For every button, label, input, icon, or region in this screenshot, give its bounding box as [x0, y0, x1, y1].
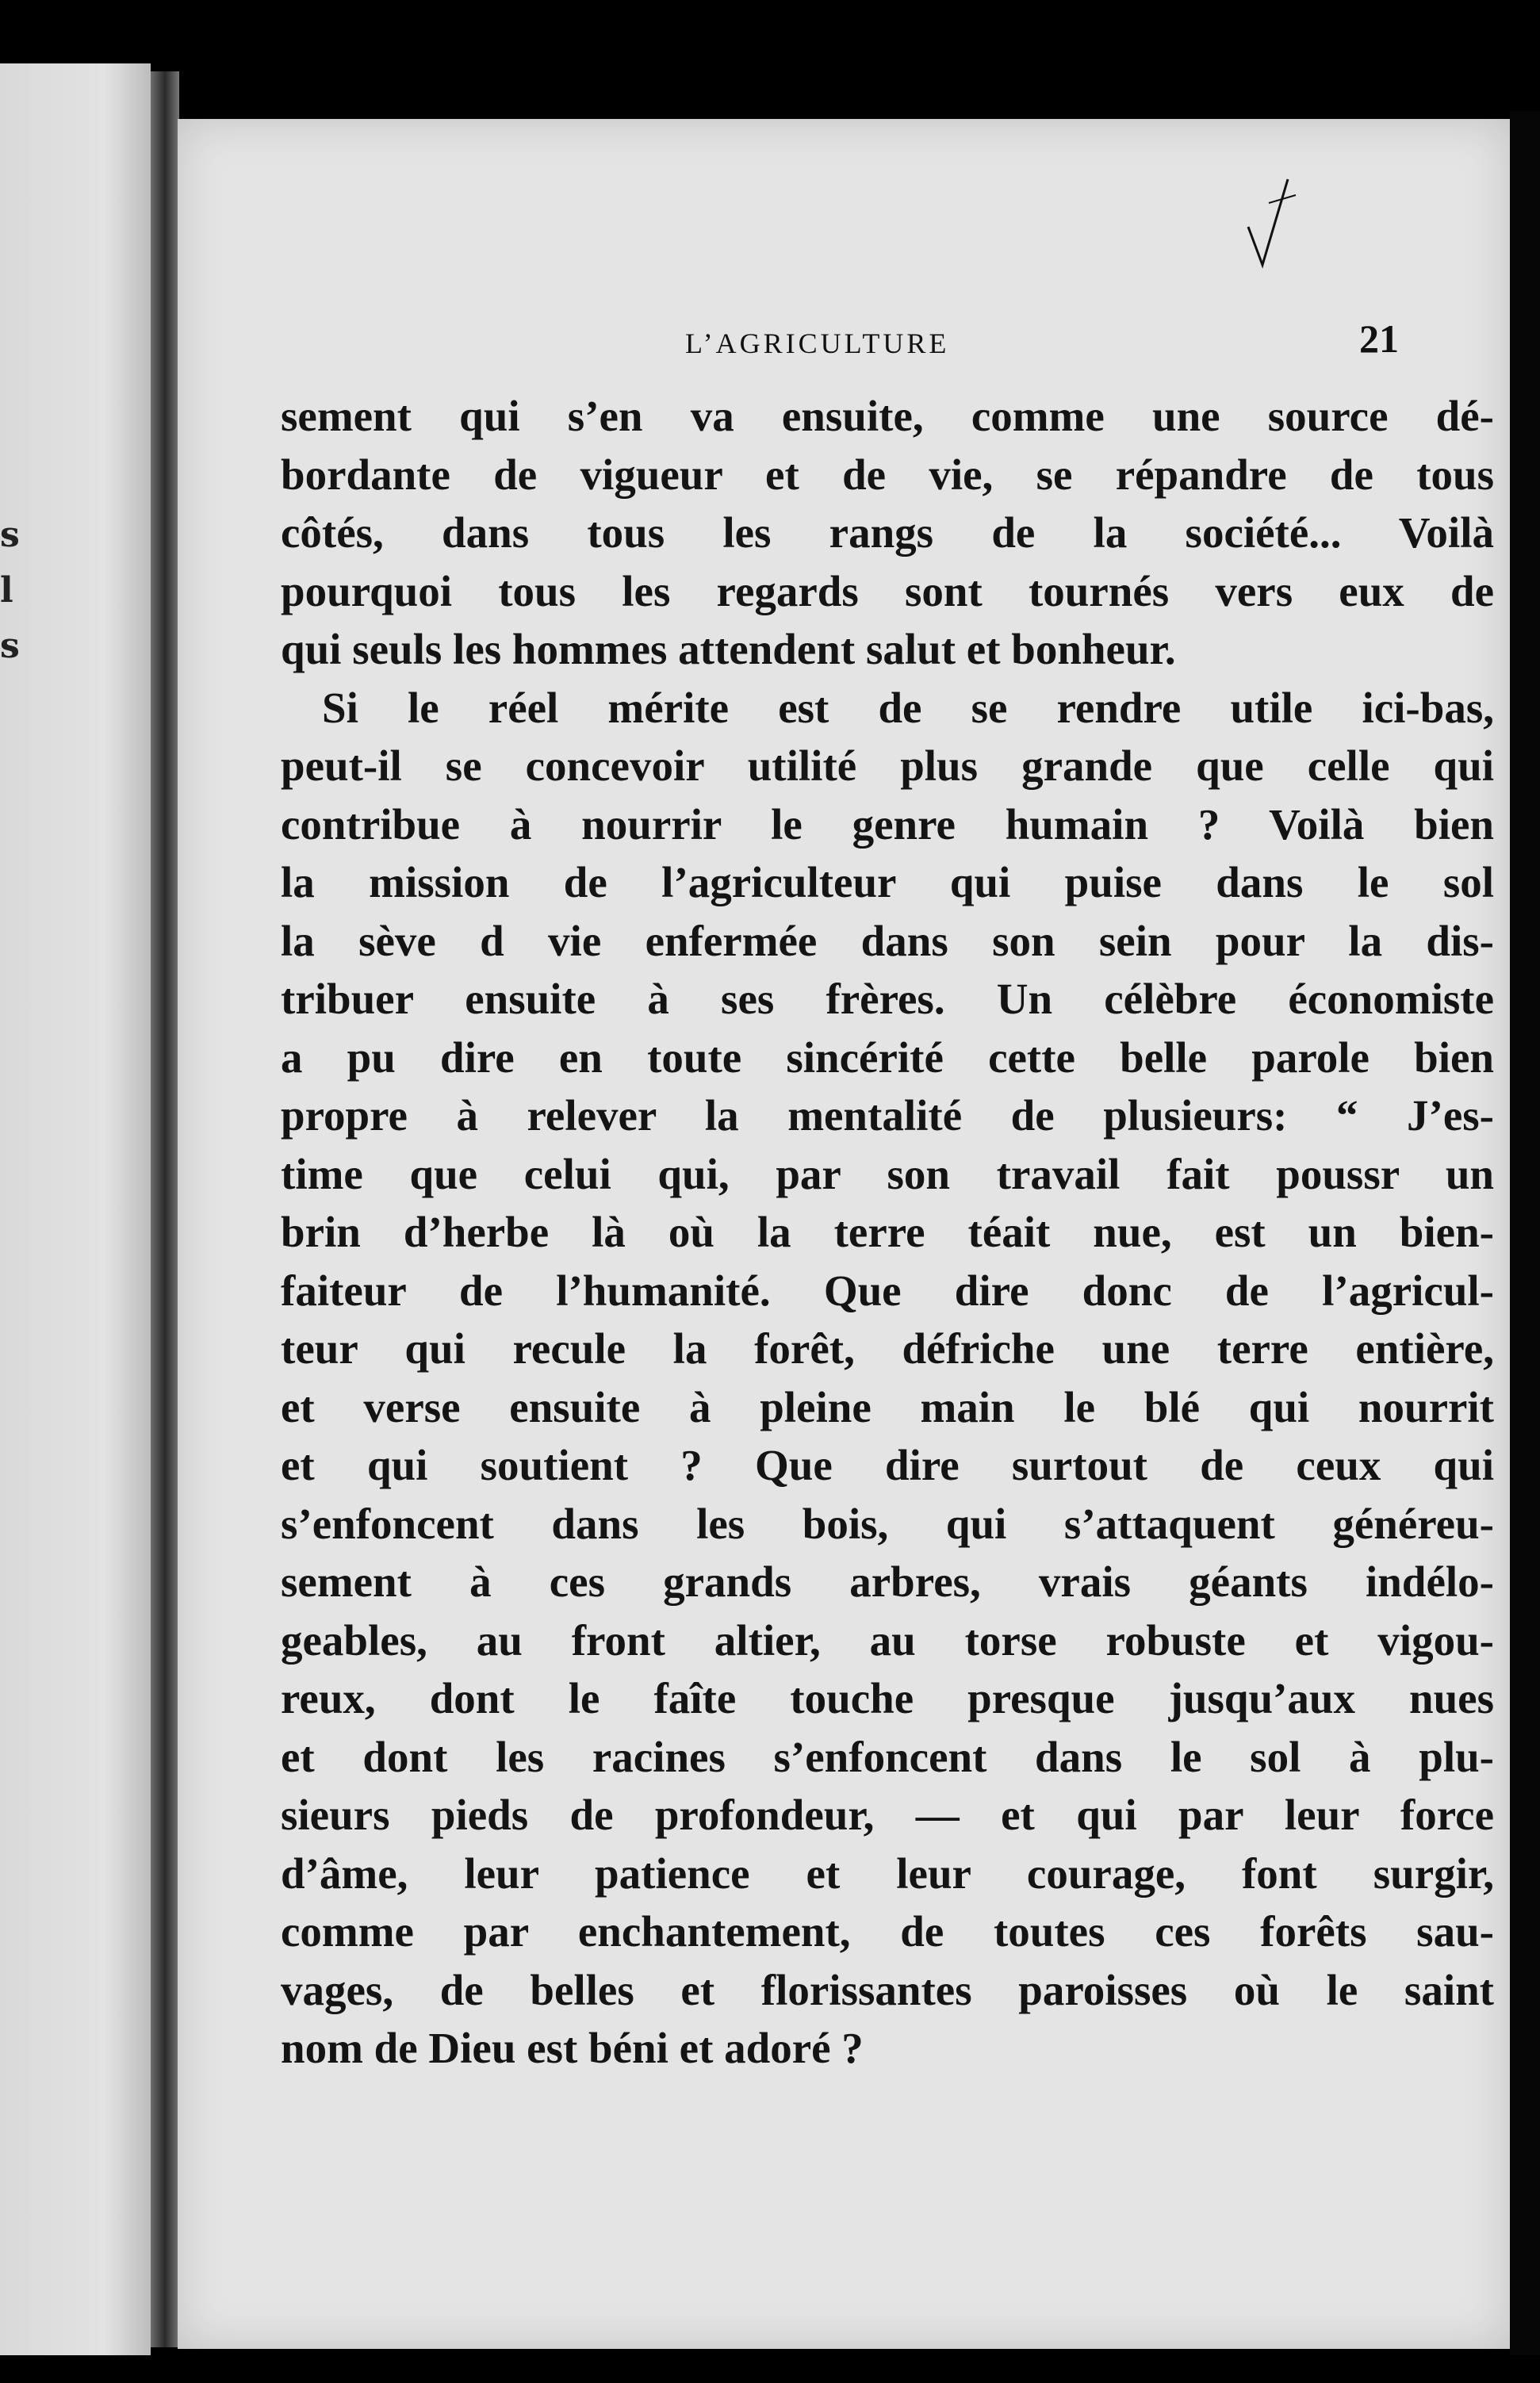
text-line: geables, au front altier, au torse robuste et vigou-: [281, 1615, 1494, 1665]
text-line: s’enfoncent dans les bois, qui s’attaquent généreu-: [281, 1499, 1494, 1548]
text-line: sieurs pieds de profondeur, — et qui par leur force: [281, 1791, 1494, 1839]
text-line: contribue à nourrir le genre humain ? Voilà bien: [281, 799, 1494, 849]
left-page-edge: [0, 63, 151, 2355]
handwritten-check-mark: [1240, 171, 1312, 274]
text-line: a pu dire en toute sincérité cette belle parole bien: [281, 1033, 1494, 1082]
text-line: sement à ces grands arbres, vrais géants indélo-: [281, 1557, 1494, 1606]
book-gutter: [151, 71, 179, 2347]
text-line: et verse ensuite à pleine main le blé qui nourrit: [281, 1382, 1494, 1431]
text-line: côtés, dans tous les rangs de la société... Voilà: [281, 508, 1494, 557]
text-line: nom de Dieu est béni et adoré ?: [281, 2024, 864, 2072]
text-line: sement qui s’en va ensuite, comme une source dé-: [281, 392, 1494, 440]
text-line: reux, dont le faîte touche presque jusqu’aux nues: [281, 1674, 1494, 1722]
text-line: d’âme, leur patience et leur courage, font surgir,: [281, 1849, 1494, 1898]
left-page-mark: s: [0, 515, 20, 555]
left-page-mark: l: [0, 570, 13, 611]
text-line: peut-il se concevoir utilité plus grande que celle qui: [281, 741, 1494, 790]
text-line: qui seuls les hommes attendent salut et bonheur.: [281, 625, 1176, 673]
text-line: teur qui recule la forêt, défriche une terre entière,: [281, 1324, 1494, 1373]
text-line: time que celui qui, par son travail fait poussr un: [281, 1149, 1494, 1198]
text-line: vages, de belles et florissantes paroisses où le saint: [281, 1965, 1494, 2014]
text-line: la mission de l’agriculteur qui puise dans le sol: [281, 858, 1494, 906]
left-page-marks: [0, 508, 20, 674]
text-line: et qui soutient ? Que dire surtout de ceux qui: [281, 1441, 1494, 1489]
text-line: la sève d vie enfermée dans son sein pour la dis-: [281, 916, 1494, 965]
right-scan-border: [1510, 111, 1540, 2355]
text-line: Si le réel mérite est de se rendre utile ici-bas,: [322, 683, 1494, 732]
left-page-mark: s: [0, 626, 20, 666]
text-line: comme par enchantement, de toutes ces forêts sau-: [281, 1907, 1494, 1956]
text-line: faiteur de l’humanité. Que dire donc de l’agricul-: [281, 1266, 1494, 1315]
page-number: 21: [1359, 316, 1399, 361]
text-line: propre à relever la mentalité de plusieurs: “ J’es-: [281, 1091, 1494, 1140]
text-line: bordante de vigueur et de vie, se répandre de tous: [281, 450, 1494, 499]
book-page: [178, 119, 1510, 2349]
text-line: pourquoi tous les regards sont tournés vers eux de: [281, 566, 1494, 615]
text-line: brin d’herbe là où la terre téait nue, est un bien-: [281, 1208, 1494, 1256]
running-head: L’AGRICULTURE: [685, 328, 950, 359]
text-line: tribuer ensuite à ses frères. Un célèbre économiste: [281, 975, 1494, 1023]
text-line: et dont les racines s’enfoncent dans le sol à plu-: [281, 1732, 1494, 1781]
page-body-text: [281, 387, 1494, 2078]
